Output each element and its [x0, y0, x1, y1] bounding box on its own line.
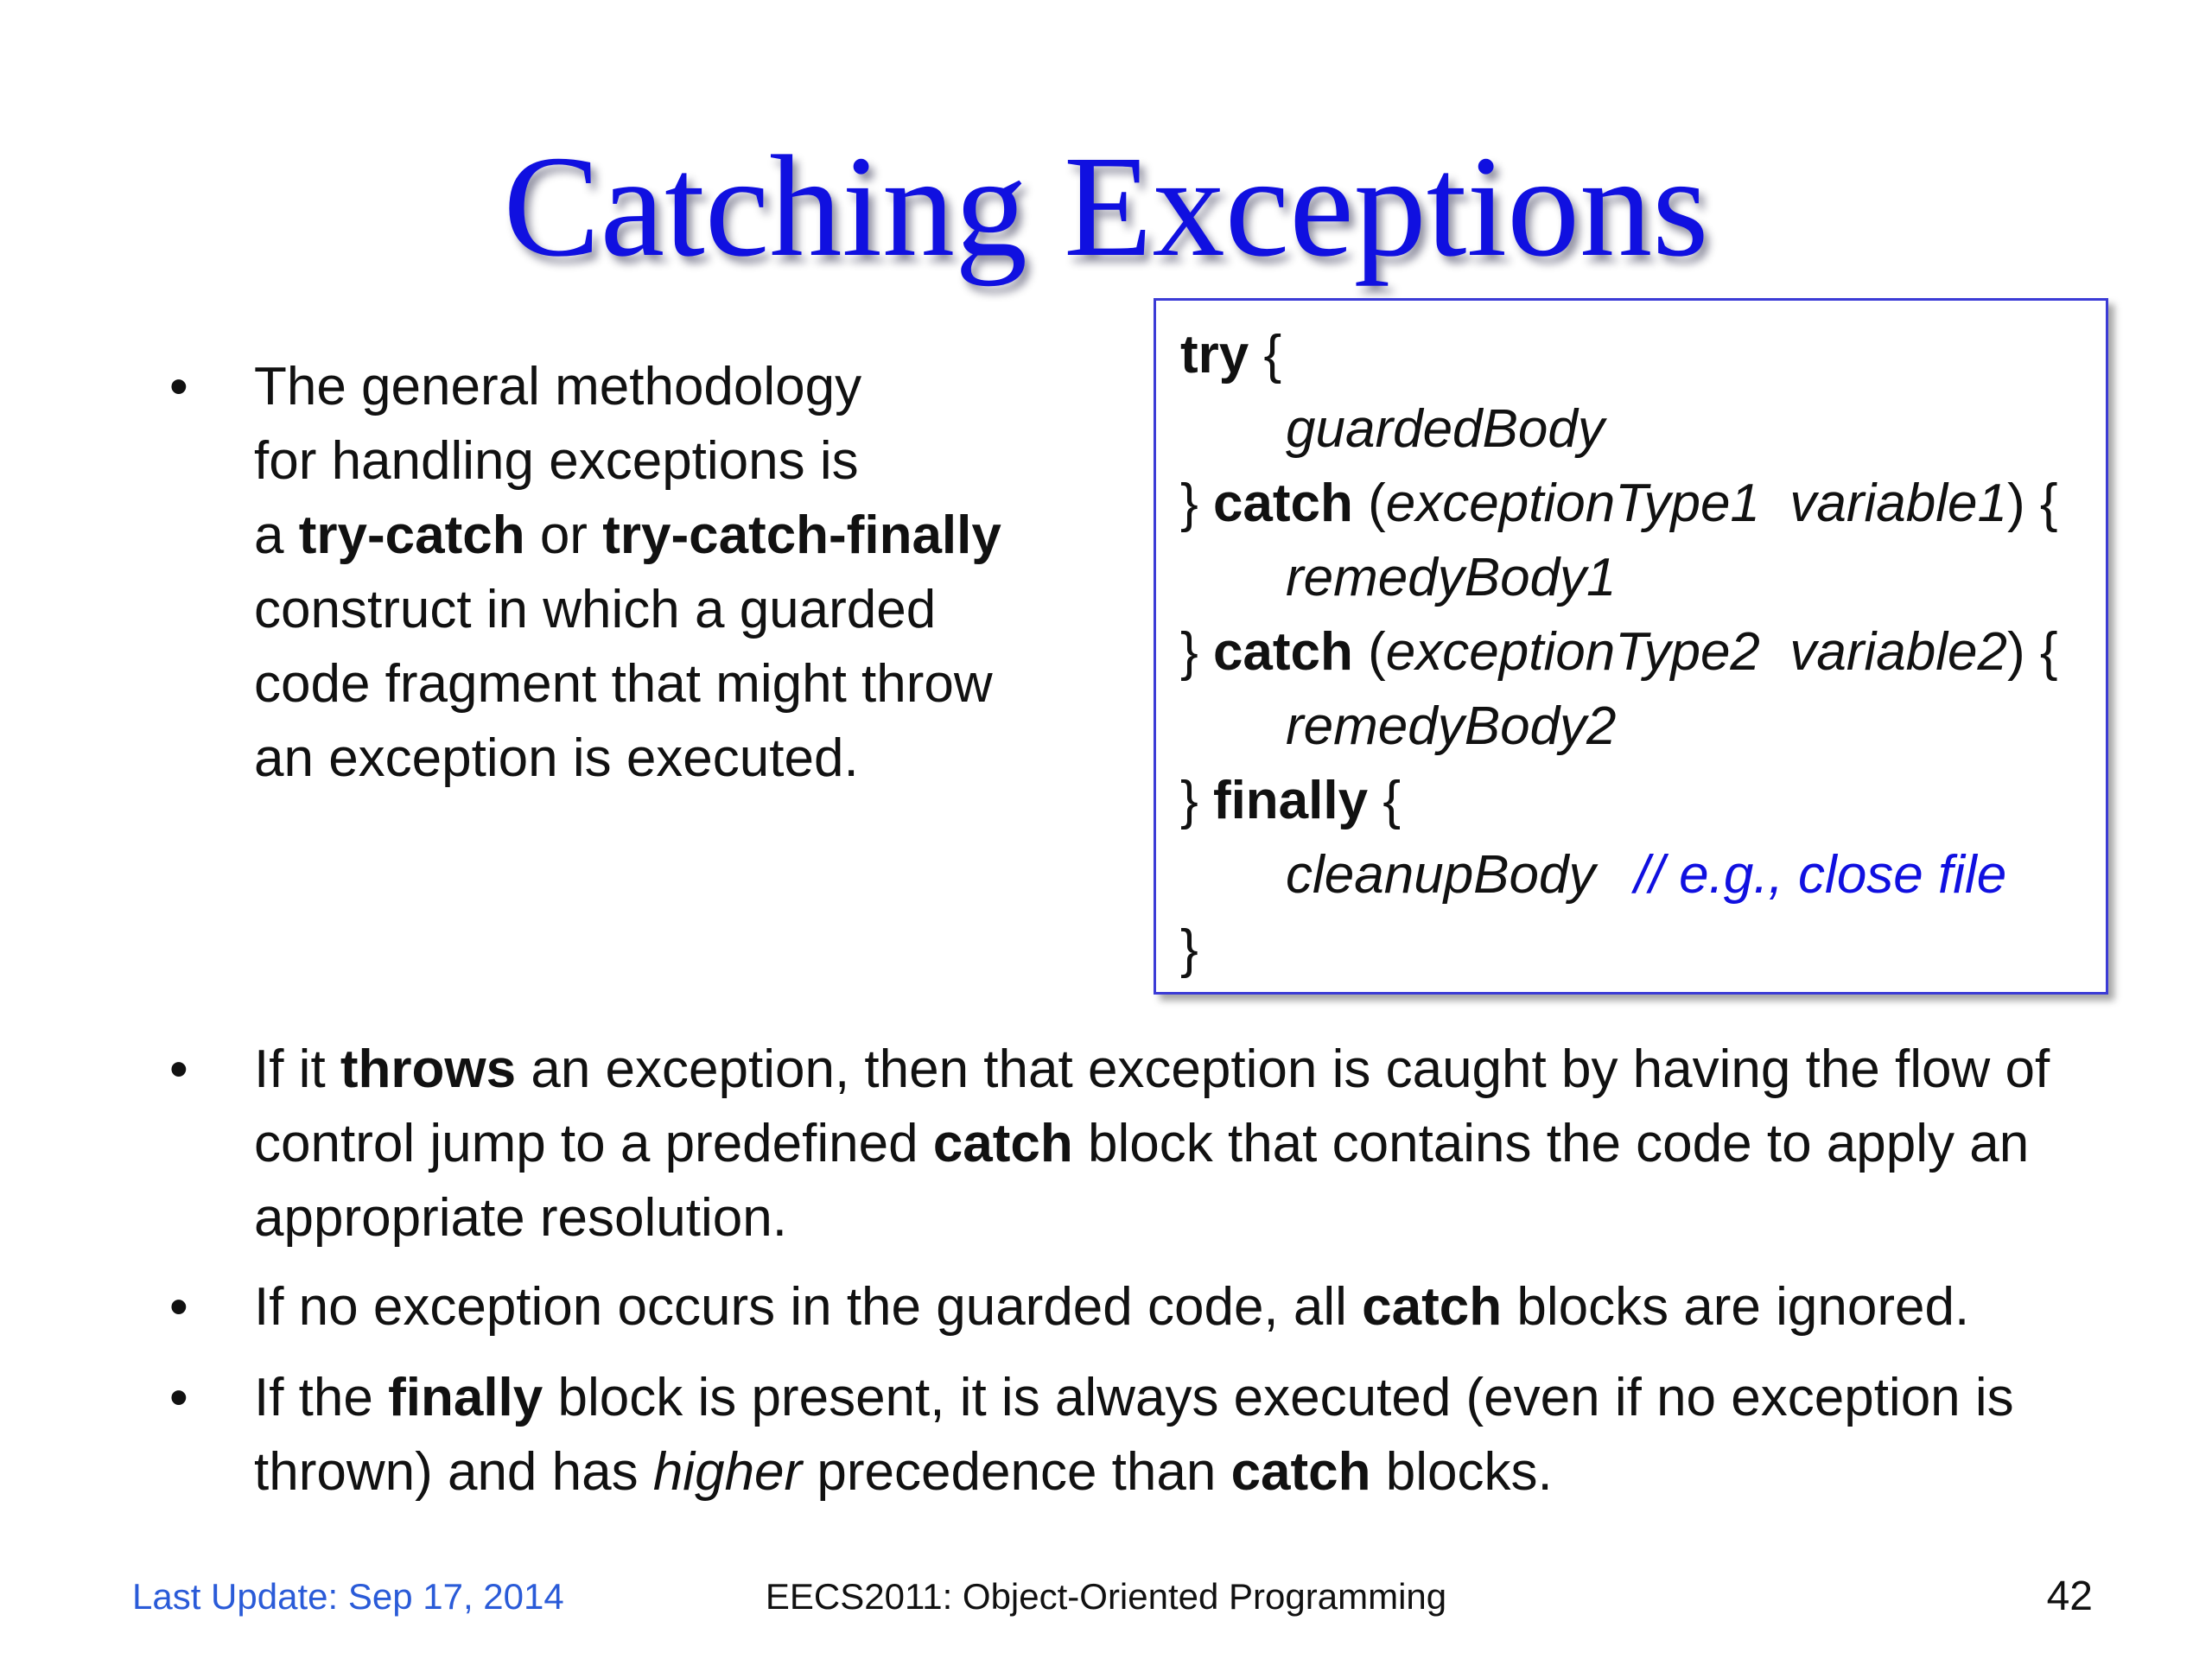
- keyword-catch: catch: [932, 1114, 1073, 1173]
- code-text: {: [1249, 325, 1282, 385]
- text-line: The general methodology: [254, 357, 862, 416]
- code-placeholder: cleanupBody: [1286, 845, 1596, 905]
- text-line: code fragment that might throw: [254, 654, 993, 714]
- code-text: (: [1352, 474, 1386, 533]
- text-run: blocks.: [1370, 1442, 1553, 1502]
- code-text: (: [1352, 622, 1386, 682]
- code-placeholder: exceptionType2 variable2: [1385, 622, 2007, 682]
- bullet-marker: •: [169, 1368, 188, 1427]
- bullet-text: [254, 1361, 2172, 1510]
- code-line: }: [1180, 919, 1198, 979]
- code-keyword: try: [1180, 325, 1249, 385]
- text-line: [254, 499, 1153, 573]
- text-run: block that contains the code to apply an appropriate resolution.: [254, 1114, 2030, 1248]
- text-line: an exception is executed.: [254, 728, 859, 788]
- text-run: a: [254, 505, 299, 565]
- bullet-marker: •: [169, 1039, 188, 1099]
- text-run: an exception, then that exception is caught by having the flow of control jump to a predefined: [254, 1039, 2050, 1173]
- footer-last-update: Last Update: Sep 17, 2014: [132, 1576, 564, 1617]
- code-line: [1286, 392, 1605, 467]
- text-line: for handling exceptions is: [254, 431, 859, 491]
- code-box: [1154, 298, 2108, 995]
- code-line: [1180, 318, 1281, 392]
- bullet-marker: •: [169, 1277, 188, 1337]
- code-comment: // e.g., close file: [1634, 845, 2007, 905]
- bullet-text: [254, 1033, 2172, 1255]
- code-text: {: [1368, 771, 1402, 830]
- code-keyword: catch: [1212, 474, 1353, 533]
- bullet-methodology: [169, 350, 1137, 799]
- code-line: [1286, 541, 1617, 615]
- text-run: If it: [254, 1039, 340, 1099]
- text-run: block is present, it is always executed (even if no exception is thrown) and has: [254, 1368, 2014, 1502]
- code-line: [1180, 615, 2058, 690]
- keyword-catch: catch: [1230, 1442, 1371, 1502]
- keyword-try-catch-finally: try-catch-finally: [602, 505, 1001, 565]
- bullet-throws: [169, 1033, 2157, 1266]
- keyword-catch: catch: [1362, 1277, 1503, 1337]
- text-line: construct in which a guarded: [254, 580, 937, 639]
- code-placeholder: guardedBody: [1286, 399, 1605, 459]
- bullet-text: [254, 350, 1153, 796]
- code-keyword: catch: [1212, 622, 1353, 682]
- code-placeholder: remedyBody1: [1286, 548, 1617, 607]
- code-line: [1180, 764, 1401, 838]
- code-line: [1286, 690, 1617, 764]
- code-placeholder: remedyBody2: [1286, 696, 1617, 756]
- code-text: ) {: [2006, 474, 2058, 533]
- code-line: [1286, 838, 2006, 912]
- text-run: If the: [254, 1368, 389, 1427]
- code-text: ) {: [2006, 622, 2058, 682]
- code-placeholder: exceptionType1 variable1: [1385, 474, 2007, 533]
- bullet-marker: •: [169, 357, 188, 416]
- text-run: precedence than: [802, 1442, 1231, 1502]
- bullet-no-exception: [169, 1270, 2157, 1348]
- footer-course-title: EECS2011: Object-Oriented Programming: [765, 1576, 1447, 1617]
- keyword-finally: finally: [388, 1368, 543, 1427]
- text-run: If no exception occurs in the guarded code, all: [254, 1277, 1363, 1337]
- code-text: }: [1180, 771, 1213, 830]
- code-line: [1180, 467, 2058, 541]
- slide-title: Catching Exceptions: [503, 126, 1709, 287]
- text-run: blocks are ignored.: [1502, 1277, 1970, 1337]
- code-text: }: [1180, 474, 1213, 533]
- text-run: or: [524, 505, 603, 565]
- keyword-try-catch: try-catch: [298, 505, 525, 565]
- bullet-finally: [169, 1361, 2157, 1516]
- code-text: }: [1180, 622, 1213, 682]
- emphasis-higher: higher: [652, 1442, 803, 1502]
- bullet-text: [254, 1270, 2172, 1344]
- code-keyword: finally: [1212, 771, 1369, 830]
- keyword-throws: throws: [340, 1039, 517, 1099]
- slide-number: 42: [2046, 1573, 2093, 1619]
